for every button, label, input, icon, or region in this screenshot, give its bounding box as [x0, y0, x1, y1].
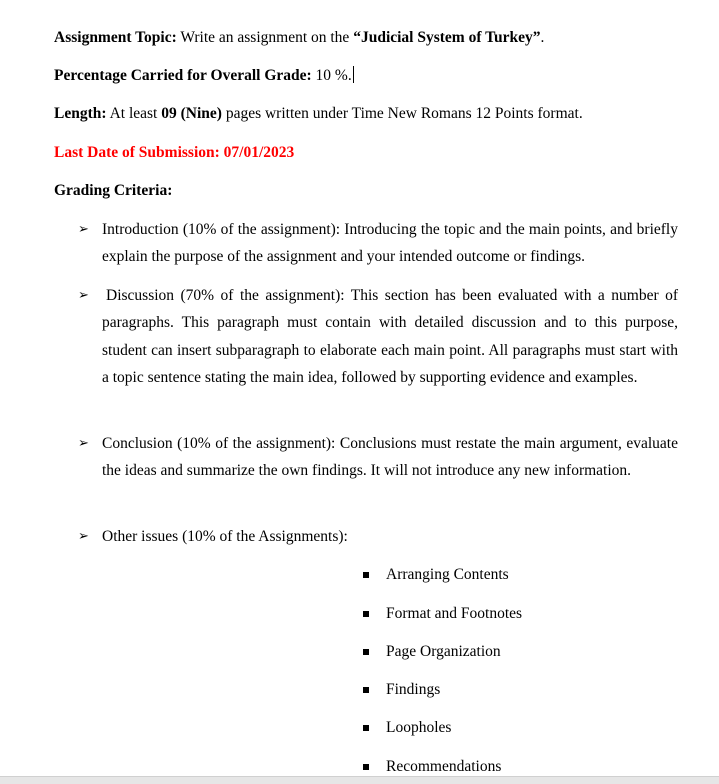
sub-item-page-organization: Page Organization	[386, 643, 501, 660]
arrow-bullet-icon: ➢	[78, 222, 89, 237]
criteria-item-conclusion: Conclusion (10% of the assignment): Conclusions must restate the main argument, evaluate the ideas and summarize the own findings. It will not introduce any new information.	[102, 435, 678, 480]
square-bullet-icon	[363, 687, 369, 693]
length-text: At least	[106, 105, 162, 122]
length-highlight: 09 (Nine)	[161, 105, 222, 122]
percentage-value: 10 %.	[311, 67, 352, 84]
square-bullet-icon	[363, 764, 369, 770]
assignment-topic-line	[54, 28, 544, 48]
assignment-topic-text: Write an assignment on the	[176, 29, 354, 46]
sub-item-recommendations: Recommendations	[386, 758, 502, 775]
sub-item-format-footnotes: Format and Footnotes	[386, 605, 523, 622]
sub-item-loopholes: Loopholes	[386, 719, 452, 736]
criteria-item-other-issues: Other issues (10% of the Assignments):	[102, 528, 348, 545]
square-bullet-icon	[363, 649, 369, 655]
square-bullet-icon	[363, 611, 369, 617]
length-label: Length:	[54, 105, 107, 122]
length-line	[54, 104, 583, 124]
grading-criteria-heading: Grading Criteria:	[54, 182, 173, 199]
square-bullet-icon	[363, 725, 369, 731]
arrow-bullet-icon: ➢	[78, 436, 89, 451]
length-end: pages written under Time New Romans 12 Points format.	[221, 105, 583, 122]
assignment-topic-highlight: “Judicial System of Turkey”	[353, 29, 541, 46]
criteria-item-introduction: Introduction (10% of the assignment): Introducing the topic and the main points, and briefly explain the purpose of the assignment and your intended outcome or findings.	[102, 221, 678, 266]
criteria-item-discussion: Discussion (70% of the assignment): This section has been evaluated with a number of paragraphs. This paragraph must contain with detailed discussion and to this purpose, student can insert subparagraph to elaborate each main point. All paragraphs must start with a topic sentence stating the main idea, followed by supporting evidence and examples.	[102, 287, 678, 387]
assignment-topic-end: .	[540, 29, 545, 46]
square-bullet-icon	[363, 572, 369, 578]
text-cursor	[353, 66, 354, 83]
sub-item-arranging-contents: Arranging Contents	[386, 566, 509, 583]
percentage-line	[54, 66, 354, 86]
arrow-bullet-icon: ➢	[78, 529, 89, 544]
percentage-label: Percentage Carried for Overall Grade:	[54, 67, 312, 84]
sub-item-findings: Findings	[386, 681, 441, 698]
submission-deadline: Last Date of Submission: 07/01/2023	[54, 144, 295, 161]
arrow-bullet-icon: ➢	[78, 288, 89, 303]
assignment-topic-label: Assignment Topic:	[54, 29, 177, 46]
